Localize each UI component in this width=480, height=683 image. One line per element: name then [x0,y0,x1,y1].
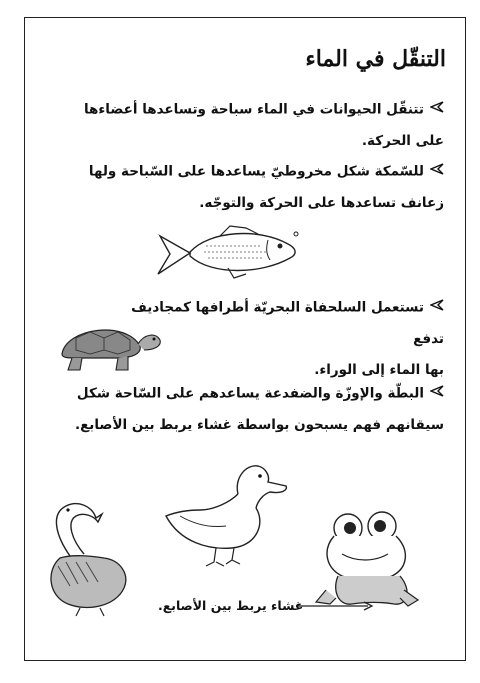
paragraph-2 [30,156,444,219]
swan-illustration [40,496,138,618]
paragraph-3-line-2: بها الماء إلى الوراء. [314,361,444,378]
paragraph-3-line-1: تستعمل السلحفاة البحريّة أطرافها كمجاديف تدفع [114,292,444,355]
arrow-bullet-icon [430,94,444,125]
pointer-line [296,594,378,614]
paragraph-4 [30,378,444,441]
paragraph-2-line-1: للسّمكة شكل مخروطيّ يساعدها على السّباحة ولها [30,156,444,188]
duck-illustration [160,454,294,570]
paragraph-4-line-1: البطّة والإوزّة والضفدعة يساعدهم على السّاحة شكل [30,378,444,410]
paragraph-1-line-2: على الحركة. [361,132,444,149]
paragraph-2-line-2: زعانف تساعدها على الحركة والتوجّه. [199,194,444,211]
page-title: التنقّل في الماء [305,46,446,72]
paragraph-4-line-2: سيقانهم فهم يسبحون بواسطة غشاء يربط بين الأصابع. [74,416,444,433]
turtle-illustration [56,316,164,376]
webbed-feet-caption: غشاء يربط بين الأصابع. [158,598,304,613]
paragraph-1 [30,94,444,157]
arrow-bullet-icon [430,292,444,323]
paragraph-1-line-1: تتنقّل الحيوانات في الماء سباحة وتساعدها أعضاءها [30,94,444,126]
fish-illustration [150,222,302,284]
arrow-bullet-icon [430,156,444,187]
arrow-bullet-icon [430,378,444,409]
